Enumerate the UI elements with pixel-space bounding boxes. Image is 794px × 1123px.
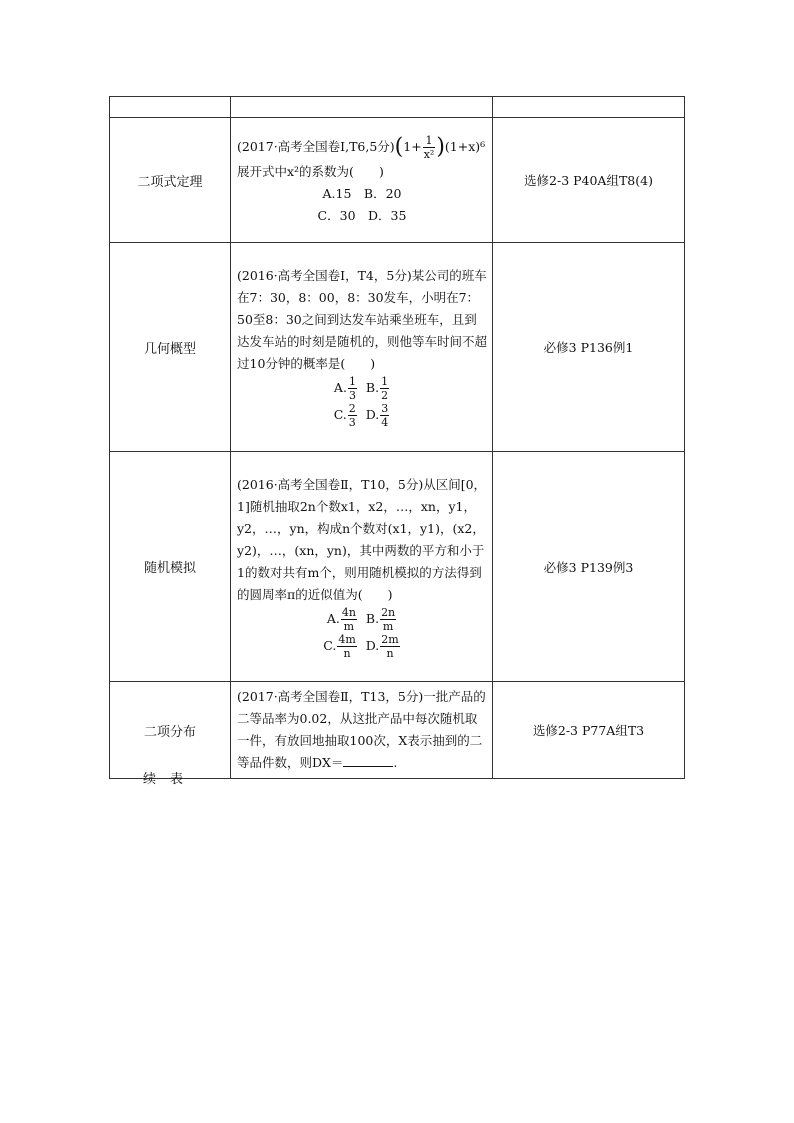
fraction-denominator: 3 bbox=[348, 416, 356, 429]
options-line bbox=[237, 633, 487, 660]
table-row bbox=[110, 118, 685, 243]
fraction-denominator: 2 bbox=[381, 389, 389, 402]
question-cell bbox=[231, 682, 493, 779]
option-label: C. bbox=[323, 637, 337, 653]
topic-cell: 几何概型 bbox=[110, 243, 231, 452]
question-cell bbox=[231, 452, 493, 682]
question-lead-line bbox=[237, 134, 487, 161]
table-row bbox=[110, 682, 685, 779]
header-cell-source bbox=[493, 97, 685, 118]
options-line bbox=[237, 375, 487, 402]
fraction bbox=[348, 375, 357, 402]
options-line: A.15 B．20 bbox=[322, 185, 402, 201]
fraction-numerator: 4n bbox=[341, 605, 356, 619]
options-line bbox=[237, 606, 487, 633]
fraction-denominator: n bbox=[386, 646, 394, 660]
fraction bbox=[337, 633, 356, 660]
fraction bbox=[380, 633, 399, 660]
fraction-denominator: 3 bbox=[348, 389, 356, 402]
option-label: B. bbox=[365, 380, 380, 395]
header-cell-question bbox=[231, 97, 493, 118]
fraction-numerator: 2m bbox=[381, 632, 399, 646]
fraction-numerator: 1 bbox=[381, 375, 389, 388]
question-source-tag: (2017·高考全国卷Ⅰ,T6,5分) bbox=[237, 138, 395, 154]
fraction-numerator: 1 bbox=[348, 375, 356, 388]
answer-blank bbox=[343, 754, 393, 767]
question-cell bbox=[231, 118, 493, 243]
question-end: . bbox=[393, 755, 398, 770]
topic-cell: 随机模拟 bbox=[110, 452, 231, 682]
option-label: A. bbox=[333, 380, 347, 395]
fraction bbox=[341, 606, 357, 633]
source-cell: 选修2-3 P40A组T8(4) bbox=[493, 118, 685, 243]
fraction bbox=[348, 402, 357, 429]
fraction-denominator: n bbox=[343, 646, 351, 660]
fraction bbox=[423, 134, 436, 161]
fraction bbox=[380, 606, 396, 633]
question-text: (2016·高考全国卷Ⅱ，T10，5分)从区间[0，1]随机抽取2n个数x1，x2，…，xn，y1，y2，…，yn，构成n个数对(x1，y1)，(x2，y2)，…，(xn，yn)，其中两数的平方和小于1的数对共有m个，则用随机模拟的方法得到的圆周率π的近似值为( ) bbox=[237, 476, 487, 602]
fraction-numerator: 4m bbox=[338, 632, 356, 646]
option-label: A. bbox=[326, 610, 340, 626]
fraction-denominator: m bbox=[382, 619, 394, 633]
fraction-numerator: 2n bbox=[381, 605, 396, 619]
table-row bbox=[110, 452, 685, 682]
question-text: (2017·高考全国卷Ⅱ，T13，5分)一批产品的二等品率为0.02，从这批产品中每次随机取一件，有放回地抽取100次，X表示抽到的二等品件数，则DX＝ bbox=[237, 689, 486, 770]
fraction-numerator: 1 bbox=[423, 134, 436, 148]
fraction-numerator: 3 bbox=[381, 402, 389, 415]
continued-table-note: 续表 bbox=[143, 772, 198, 787]
fraction-numerator: 2 bbox=[348, 402, 356, 415]
source-cell: 必修3 P136例1 bbox=[493, 243, 685, 452]
topic-cell: 二项式定理 bbox=[110, 118, 231, 243]
option-label: C. bbox=[333, 407, 347, 422]
header-cell-topic bbox=[110, 97, 231, 118]
expr-one: 1+ bbox=[403, 138, 422, 154]
question-text: (2016·高考全国卷Ⅰ，T4，5分)某公司的班车在7：30，8：00，8：30发车，小明在7：50至8：30之间到达发车站乘坐班车，且到达发车站的时刻是随机的，则他等车时间不超过10分钟的概率是( ) bbox=[237, 268, 488, 371]
table-row bbox=[110, 243, 685, 452]
fraction-denominator: m bbox=[343, 619, 355, 633]
fraction bbox=[380, 375, 389, 402]
paren-close: ) bbox=[436, 134, 445, 159]
header-row bbox=[110, 97, 685, 118]
options-line bbox=[237, 402, 487, 429]
source-cell: 选修2-3 P77A组T3 bbox=[493, 682, 685, 779]
expr-tail: (1+x)⁶ bbox=[444, 138, 486, 154]
options-line: C．30 D．35 bbox=[317, 207, 407, 223]
option-label: D. bbox=[365, 637, 380, 653]
source-cell: 必修3 P139例3 bbox=[493, 452, 685, 682]
question-cell bbox=[231, 243, 493, 452]
fraction-denominator: x² bbox=[423, 147, 435, 161]
syllabus-table bbox=[109, 96, 685, 779]
question-text: 展开式中x²的系数为( ) bbox=[237, 163, 384, 179]
fraction-denominator: 4 bbox=[381, 416, 389, 429]
option-label: D. bbox=[365, 407, 380, 422]
paren-open: ( bbox=[394, 134, 404, 159]
option-label: B. bbox=[365, 610, 380, 626]
fraction bbox=[380, 402, 389, 429]
topic-cell: 二项分布 bbox=[110, 682, 231, 779]
